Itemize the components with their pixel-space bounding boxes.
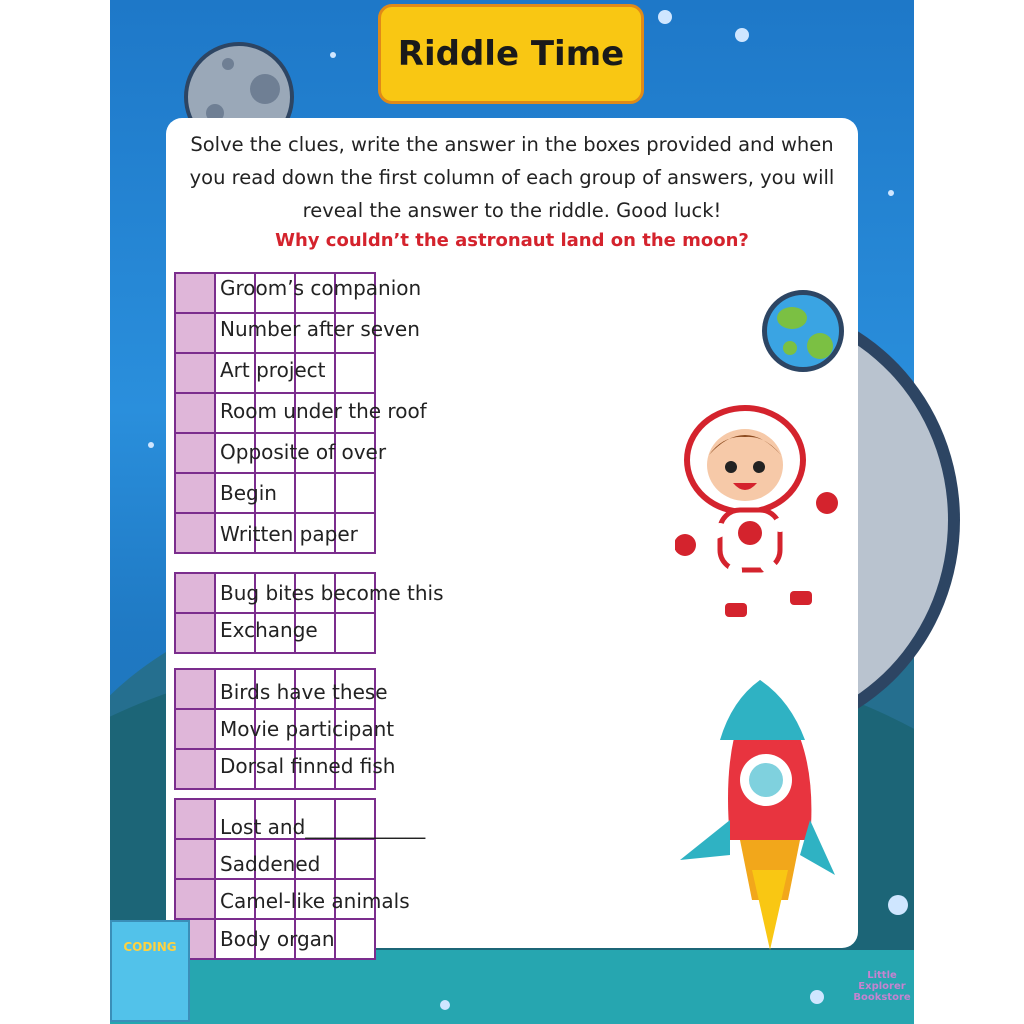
book-title: CODING (123, 940, 177, 954)
clue: Body organ (220, 927, 335, 951)
answer-box[interactable] (174, 272, 216, 314)
clue: Bug bites become this (220, 581, 444, 605)
clue: Saddened (220, 852, 321, 876)
answer-box[interactable] (174, 612, 216, 654)
answer-box[interactable] (174, 878, 216, 920)
answer-box[interactable] (334, 472, 376, 514)
clue: Birds have these (220, 680, 388, 704)
answer-box[interactable] (174, 392, 216, 434)
star (658, 10, 672, 24)
answer-box[interactable] (174, 472, 216, 514)
answer-box[interactable] (334, 352, 376, 394)
clue: Room under the roof (220, 399, 427, 423)
clue: Art project (220, 358, 326, 382)
answer-box[interactable] (334, 838, 376, 880)
clue: Written paper (220, 522, 358, 546)
answer-box[interactable] (334, 612, 376, 654)
rocket-icon (660, 670, 840, 960)
clue: Dorsal finned fish (220, 754, 396, 778)
star (810, 990, 824, 1004)
answer-box[interactable] (174, 572, 216, 614)
answer-box[interactable] (174, 748, 216, 790)
star (148, 442, 154, 448)
star (440, 1000, 450, 1010)
answer-box[interactable] (174, 312, 216, 354)
page-title: Riddle Time (397, 34, 625, 74)
star (888, 190, 894, 196)
clue: Number after seven (220, 317, 420, 341)
book-cover-thumbnail[interactable] (110, 920, 190, 1022)
answer-box[interactable] (174, 798, 216, 840)
clue: Movie participant (220, 717, 395, 741)
answer-box[interactable] (334, 918, 376, 960)
star (735, 28, 749, 42)
brand-logo: Little Explorer Bookstore (853, 970, 911, 1003)
ground (110, 950, 914, 1024)
astronaut-icon (675, 405, 855, 635)
answer-box[interactable] (294, 472, 336, 514)
instructions: Solve the clues, write the answer in the boxes provided and when you read down the first column of each group of answers, you will reveal the answer to the riddle. Good luck! (189, 133, 835, 222)
answer-box[interactable] (174, 352, 216, 394)
earth-icon (762, 290, 844, 372)
star (888, 895, 908, 915)
clue: Begin (220, 481, 277, 505)
clue: Opposite of over (220, 440, 387, 464)
clue: Groom’s companion (220, 276, 422, 300)
answer-box[interactable] (174, 432, 216, 474)
clue: Lost and____________ (220, 815, 426, 839)
title-banner (378, 4, 644, 104)
clue: Camel-like animals (220, 889, 410, 913)
clue: Exchange (220, 618, 318, 642)
answer-box[interactable] (174, 512, 216, 554)
riddle-question: Why couldn’t the astronaut land on the moon? (275, 230, 749, 251)
answer-box[interactable] (174, 838, 216, 880)
star (330, 52, 336, 58)
answer-box[interactable] (174, 668, 216, 710)
answer-box[interactable] (174, 708, 216, 750)
